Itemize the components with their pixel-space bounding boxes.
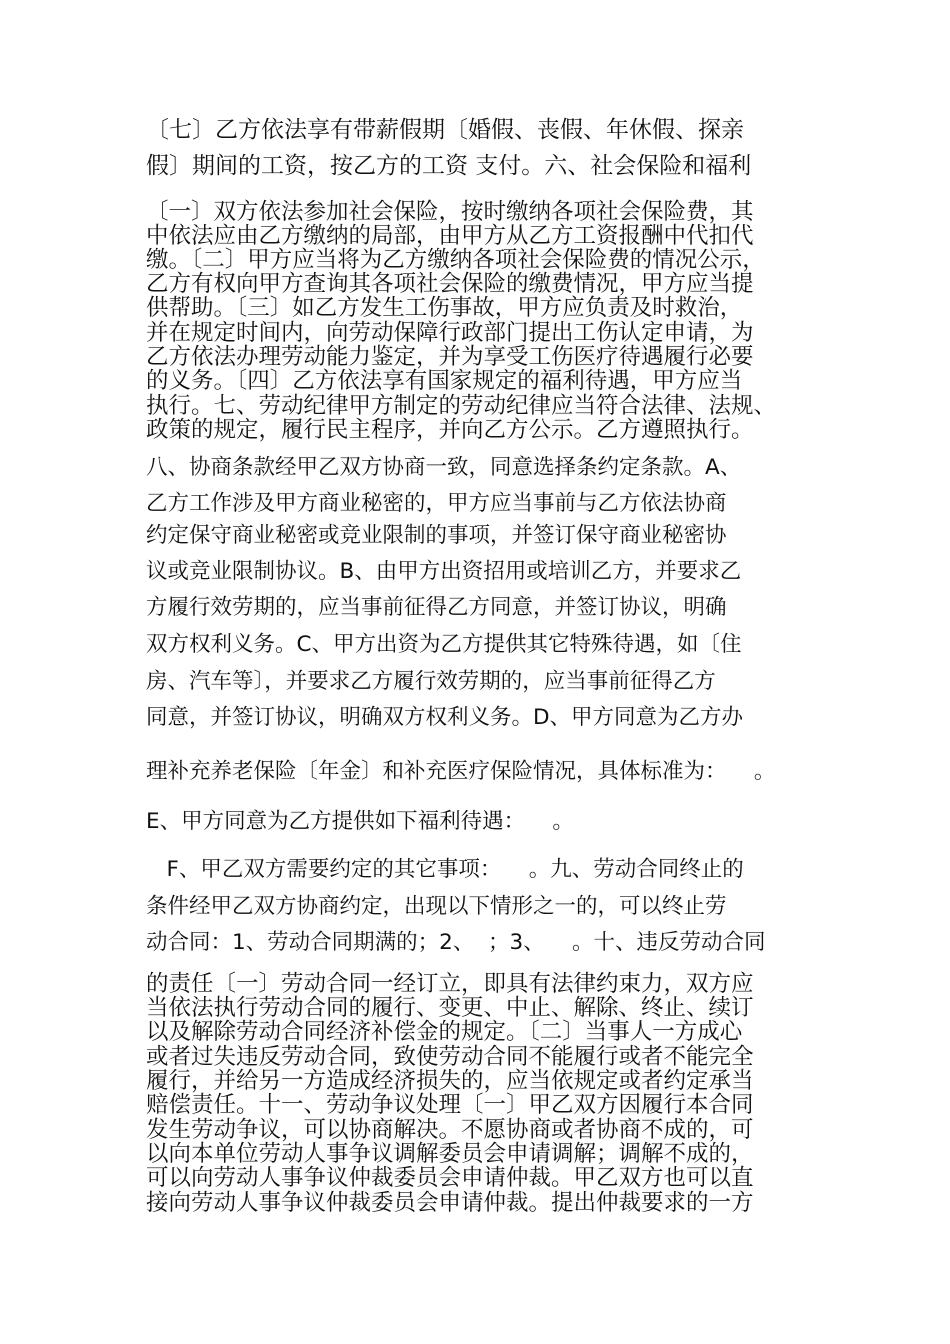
text-line: E、甲方同意为乙方提供如下福利待遇： 。 xyxy=(146,809,574,834)
text-line: 理补充养老保险〔年金〕和补充医疗保险情况，具体标准为： 。 xyxy=(146,759,776,784)
text-line: 双方权利义务。C、甲方出资为乙方提供其它特殊待遇，如〔住 xyxy=(146,632,742,657)
text-line: 方履行效劳期的，应当事前征得乙方同意，并签订协议，明确 xyxy=(146,595,727,620)
text-line: 〔七〕乙方依法享有带薪假期〔婚假、丧假、年休假、探亲 xyxy=(146,117,744,143)
text-line: F、甲乙双方需要约定的其它事项： 。九、劳动合同终止的 xyxy=(146,857,744,882)
text-line: 假〕期间的工资，按乙方的工资 支付。六、社会保险和福利 xyxy=(146,153,752,179)
text-line: 动合同：1、劳动合同期满的；2、 ；3、 。十、违反劳动合同 xyxy=(146,930,766,955)
text-line: 供帮助。〔三〕如乙方发生工伤事故，甲方应负责及时救治， xyxy=(146,295,743,321)
text-line: 同意，并签订协议，明确双方权利义务。D、甲方同意为乙方办 xyxy=(146,705,744,730)
text-line: 赔偿责任。十一、劳动争议处理〔一〕甲乙双方因履行本合同 xyxy=(146,1092,754,1118)
text-line: 执行。七、劳动纪律甲方制定的劳动纪律应当符合法律、法规、 xyxy=(146,393,777,419)
text-line: 八、协商条款经甲乙双方协商一致，同意选择条约定条款。A、 xyxy=(146,455,742,480)
text-line: 并在规定时间内，向劳动保障行政部门提出工伤认定申请，为 xyxy=(146,320,754,346)
text-line: 乙方依法办理劳动能力鉴定，并为享受工伤医疗待遇履行必要 xyxy=(146,344,754,370)
text-line: 以向本单位劳动人事争议调解委员会申请调解；调解不成的， xyxy=(146,1141,754,1167)
text-line: 乙方有权向甲方查询其各项社会保险的缴费情况，甲方应当提 xyxy=(146,271,754,297)
text-line: 以及解除劳动合同经济补偿金的规定。〔二〕当事人一方成心 xyxy=(146,1019,743,1045)
text-line: 的义务。〔四〕乙方依法享有国家规定的福利待遇，甲方应当 xyxy=(146,368,743,394)
text-line: 约定保守商业秘密或竞业限制的事项，并签订保守商业秘密协 xyxy=(146,523,727,548)
text-line: 中依法应由乙方缴纳的局部，由甲方从乙方工资报酬中代扣代 xyxy=(146,223,754,249)
text-line: 履行，并给另一方造成经济损失的，应当依规定或者约定承当 xyxy=(146,1068,754,1094)
text-line: 条件经甲乙双方协商约定，出现以下情形之一的，可以终止劳 xyxy=(146,894,727,919)
text-line: 〔一〕双方依法参加社会保险，按时缴纳各项社会保险费，其 xyxy=(146,199,754,225)
text-line: 的责任〔一〕劳动合同一经订立，即具有法律约束力，双方应 xyxy=(146,971,754,997)
text-line: 政策的规定，履行民主程序，并向乙方公示。乙方遵照执行。 xyxy=(146,417,754,443)
text-line: 发生劳动争议，可以协商解决。不愿协商或者协商不成的，可 xyxy=(146,1117,754,1143)
text-line: 房、汽车等〕，并要求乙方履行效劳期的，应当事前征得乙方 xyxy=(146,669,716,694)
text-line: 乙方工作涉及甲方商业秘密的，甲方应当事前与乙方依法协商 xyxy=(146,491,727,516)
text-line: 接向劳动人事争议仲裁委员会申请仲裁。提出仲裁要求的一方 xyxy=(146,1190,754,1216)
text-line: 或者过失违反劳动合同，致使劳动合同不能履行或者不能完全 xyxy=(146,1044,754,1070)
text-line: 当依法执行劳动合同的履行、变更、中止、解除、终止、续订 xyxy=(146,995,754,1021)
text-line: 可以向劳动人事争议仲裁委员会申请仲裁。甲乙双方也可以直 xyxy=(146,1165,754,1191)
text-line: 议或竞业限制协议。B、由甲方出资招用或培训乙方，并要求乙 xyxy=(146,559,742,584)
text-line: 缴。〔二〕甲方应当将为乙方缴纳各项社会保险费的情况公示， xyxy=(146,247,765,273)
